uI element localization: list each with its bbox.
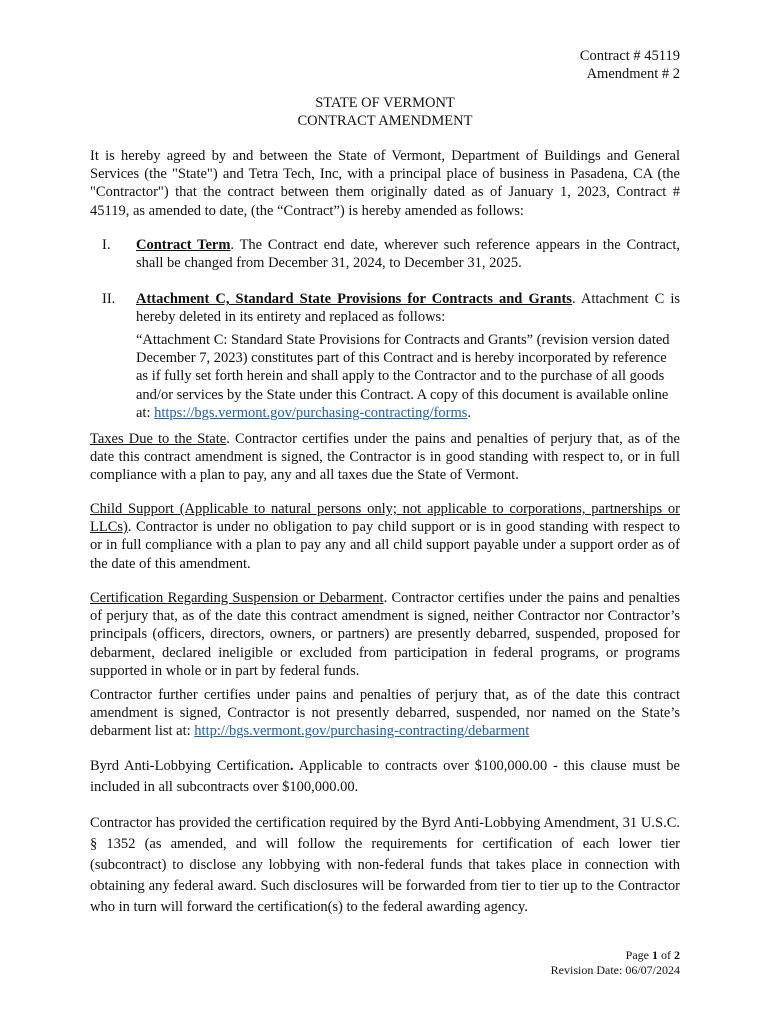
contract-number: Contract # 45119 <box>579 48 680 64</box>
page-prefix: Page <box>625 948 652 962</box>
intro-paragraph: It is hereby agreed by and between the State of Vermont, Department of Buildings and General Services (the "State") and Tetra Tech, Inc, with a principal place of business in Pasadena, CA (the "Contractor") that the contract between them originally dated as of January 1, 2023, Contract # 45119, as amended to date, (the “Contract”) is hereby amended as follows: <box>90 148 680 219</box>
byrd-text: Applicable to contracts over $100,000.00 - this clause must be included in all subcontracts over $100,000.00. <box>90 758 680 795</box>
title-line-1: STATE OF VERMONT <box>315 95 455 111</box>
page-of: of <box>658 948 674 962</box>
item-text: . The Contract end date, wherever such reference appears in the Contract, shall be changed from December 31, 2024, to December 31, 2025. <box>136 237 681 272</box>
byrd-heading: Byrd Anti-Lobbying Certification <box>90 758 291 774</box>
item-text: . Attachment C is hereby deleted in its entirety and replaced as follows: <box>136 291 680 326</box>
certification-text: . Contractor certifies under the pains and penalties of perjury that, as of the date this contract amendment is signed, neither Contractor nor Contractor’s principals (officers, directors, owners, or partners) are presently debarred, suspended, proposed for debarment, declared ineligible or excluded from participation in federal programs, or programs supported in whole or in part by federal funds. <box>90 590 680 679</box>
byrd-body-paragraph: Contractor has provided the certification required by the Byrd Anti-Lobbying Amendment, 31 U.S.C. § 1352 (as amended, and will follow the requirements for certification of each lower tier (subcontract) to disclose any lobbying with non-federal funds that takes place in connection with obtaining any federal award. Such disclosures will be forwarded from tier to tier up to the Contractor who in turn will forward the certification(s) to the federal awarding agency. <box>90 815 680 915</box>
taxes-text: . Contractor certifies under the pains and penalties of perjury that, as of the date this contract amendment is signed, the Contractor is in good standing with respect to, or in full compliance with a plan to pay, any and all taxes due the State of Vermont. <box>90 431 680 484</box>
document-title <box>0 94 770 130</box>
child-support-paragraph <box>90 500 680 573</box>
quote-text: “Attachment C: Standard State Provisions for Contracts and Grants” (revision version dated December 7, 2023) constitutes part of this Contract and is hereby incorporated by reference as if fully set forth herein and shall apply to the Contractor and to the purchase of all goods and/or services by the State under this Contract. A copy of this document is available online at: <box>136 332 670 421</box>
quote-tail: . <box>467 404 472 421</box>
amendment-item-1 <box>90 236 680 272</box>
attachment-c-quote <box>136 331 680 422</box>
child-support-heading: Child Support (Applicable to natural persons only; not applicable to corporations, partnerships or LLCs) <box>90 501 680 536</box>
taxes-heading: Taxes Due to the State <box>90 431 227 447</box>
debarment-link[interactable]: http://bgs.vermont.gov/purchasing-contracting/debarment <box>194 723 530 740</box>
contract-header <box>580 47 680 83</box>
item-heading: Attachment C, Standard State Provisions for Contracts and Grants <box>136 291 572 307</box>
byrd-paragraph <box>90 756 680 798</box>
certification-paragraph <box>90 589 680 680</box>
revision-date: Revision Date: 06/07/2024 <box>550 963 680 977</box>
byrd-dot: . <box>290 758 294 774</box>
page-current: 1 <box>652 948 658 962</box>
child-support-text: . Contractor is under no obligation to pay child support or is in good standing with respect to or in full compliance with a plan to pay any and all child support payable under a support order as of the date of this amendment. <box>90 519 680 572</box>
further-text: Contractor further certifies under pains and penalties of perjury that, as of the date this contract amendment is signed, Contractor is not presently debarred, suspended, nor named on the State’s debarment list at: <box>90 687 680 740</box>
certification-heading: Certification Regarding Suspension or Debarment <box>90 590 384 606</box>
item-heading: Contract Term <box>136 237 231 253</box>
item-numeral: II. <box>102 291 116 307</box>
further-certification-paragraph <box>90 686 680 741</box>
amendment-number: Amendment # 2 <box>586 66 680 82</box>
forms-link[interactable]: https://bgs.vermont.gov/purchasing-contracting/forms <box>154 404 468 421</box>
title-line-2: CONTRACT AMENDMENT <box>297 113 473 129</box>
taxes-paragraph <box>90 430 680 485</box>
page-footer <box>551 948 680 978</box>
page-total: 2 <box>674 948 680 962</box>
amendment-item-2 <box>90 290 680 326</box>
page-number <box>551 948 680 963</box>
item-numeral: I. <box>102 237 111 253</box>
